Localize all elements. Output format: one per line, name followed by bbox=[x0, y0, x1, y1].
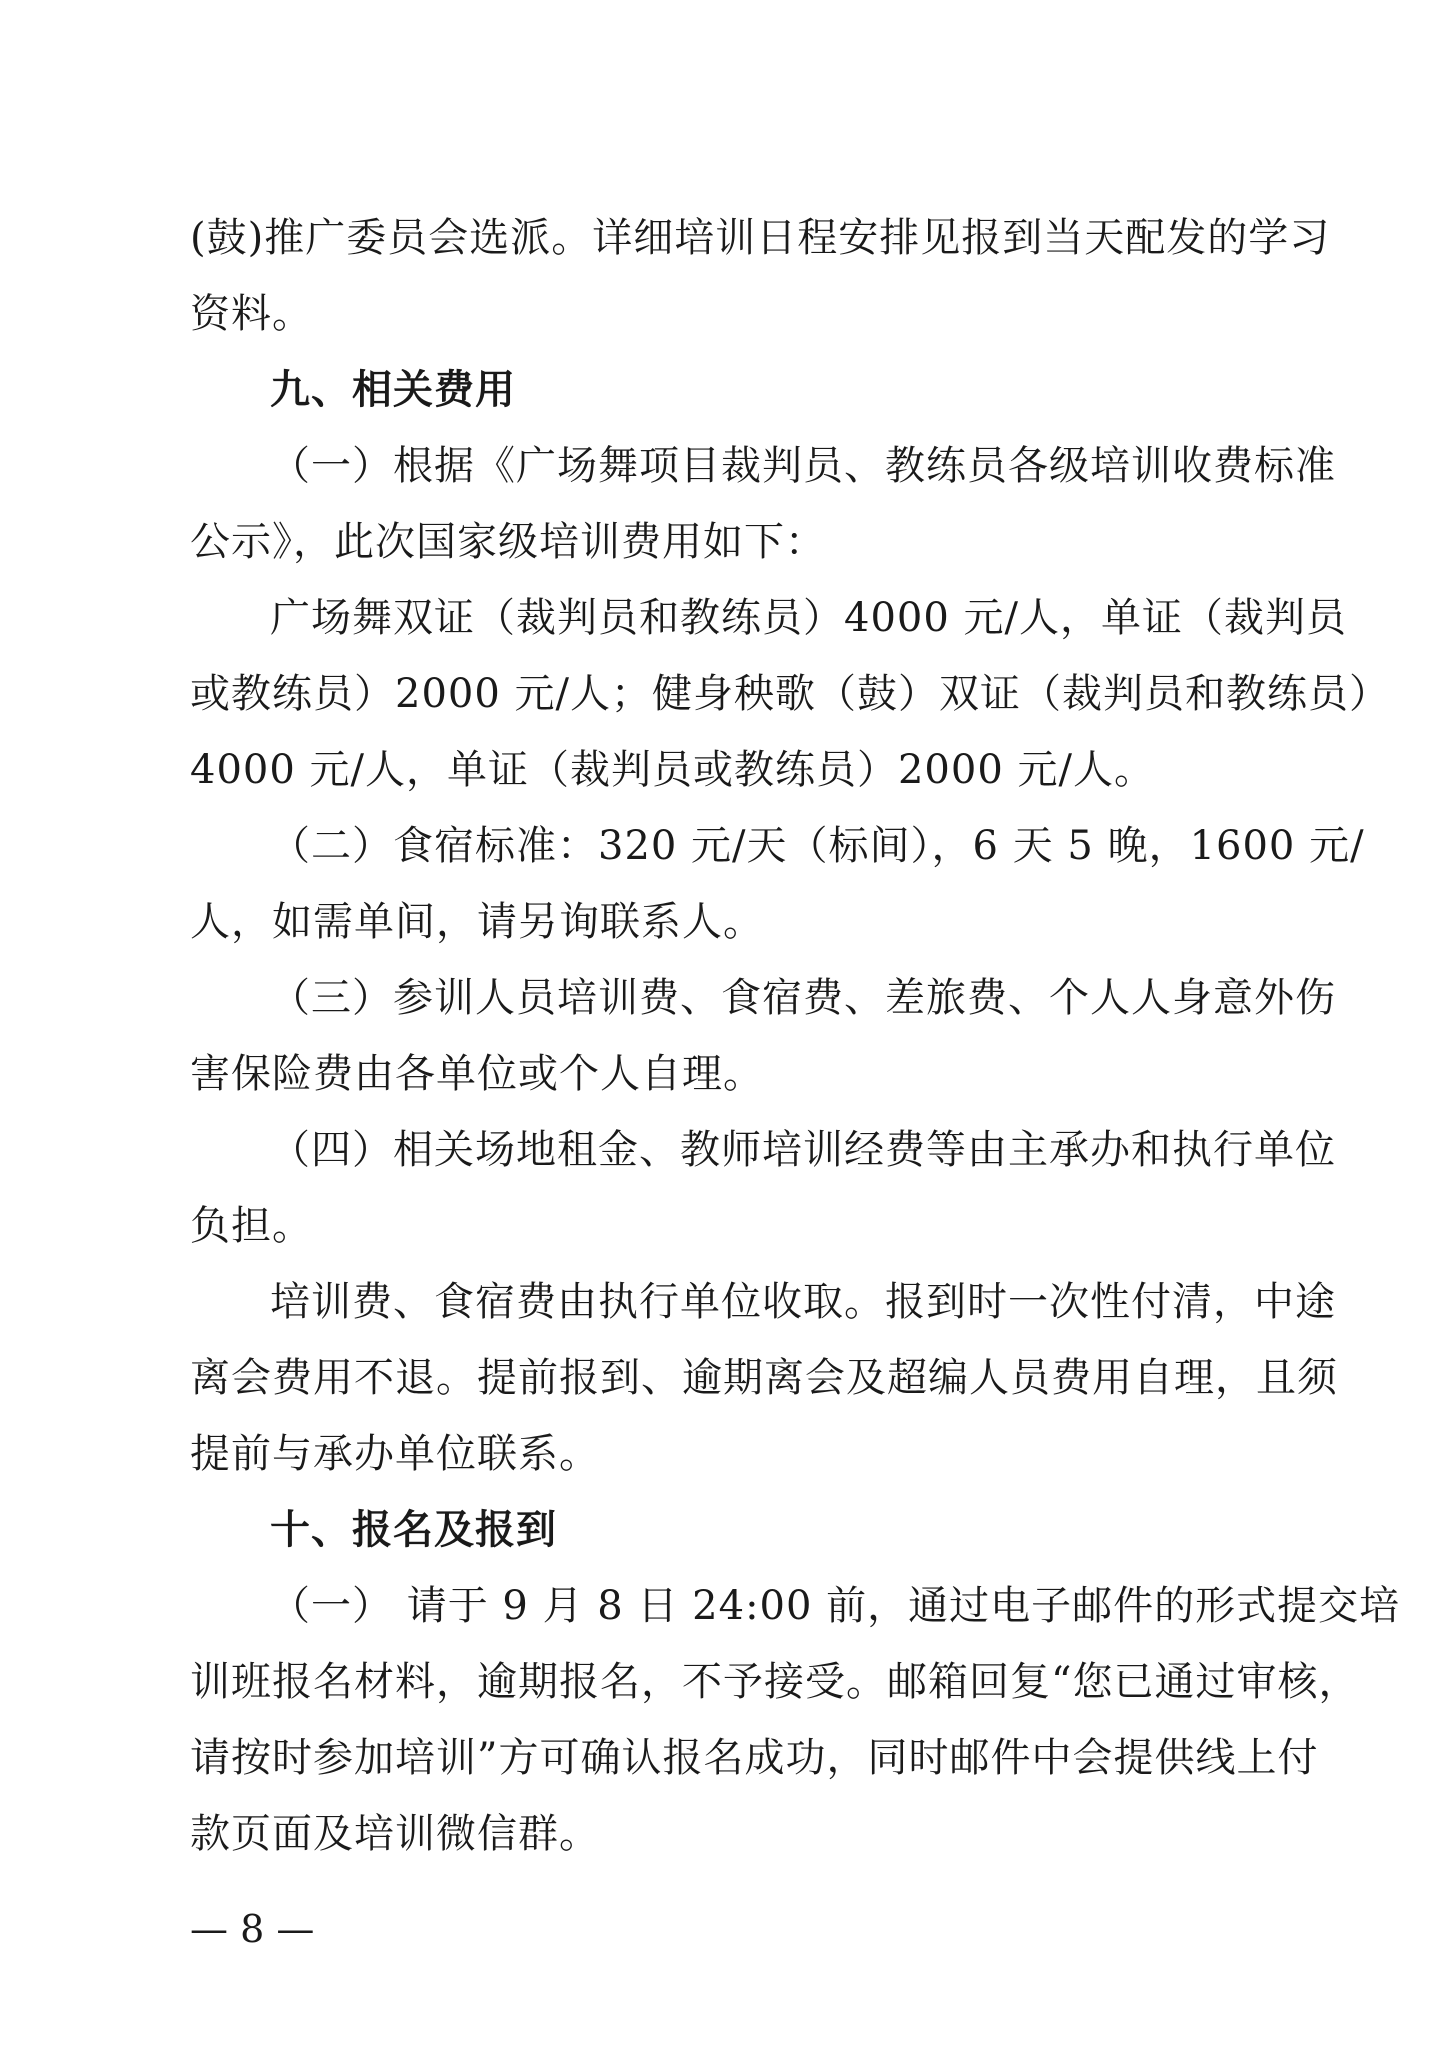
text-line: 公示》，此次国家级培训费用如下： bbox=[190, 519, 826, 565]
text-line: （一） 请于 9 月 8 日 24:00 前，通过电子邮件的形式提交培 bbox=[270, 1583, 1401, 1629]
text-line: 4000 元/人，单证（裁判员或教练员）2000 元/人。 bbox=[190, 747, 1155, 793]
text-line: 害保险费由各单位或个人自理。 bbox=[190, 1051, 764, 1097]
text-line: (鼓)推广委员会选派。详细培训日程安排见报到当天配发的学习 bbox=[190, 215, 1331, 261]
text-line: 资料。 bbox=[190, 291, 313, 337]
text-line: （二）食宿标准：320 元/天（标间），6 天 5 晚，1600 元/ bbox=[270, 823, 1365, 869]
text-line: 款页面及培训微信群。 bbox=[190, 1811, 600, 1857]
text-line: 离会费用不退。提前报到、逾期离会及超编人员费用自理，且须 bbox=[190, 1355, 1338, 1401]
text-line: 或教练员）2000 元/人；健身秧歌（鼓）双证（裁判员和教练员） bbox=[190, 671, 1390, 717]
text-line: 请按时参加培训”方可确认报名成功，同时邮件中会提供线上付 bbox=[190, 1735, 1319, 1781]
text-line: 广场舞双证（裁判员和教练员）4000 元/人，单证（裁判员 bbox=[270, 595, 1347, 641]
section-heading-fees: 九、相关费用 bbox=[270, 367, 516, 413]
text-line: （三）参训人员培训费、食宿费、差旅费、个人人身意外伤 bbox=[270, 975, 1336, 1021]
section-heading-registration: 十、报名及报到 bbox=[270, 1507, 557, 1553]
text-line: 培训费、食宿费由执行单位收取。报到时一次性付清，中途 bbox=[270, 1279, 1336, 1325]
text-line: （一）根据《广场舞项目裁判员、教练员各级培训收费标准 bbox=[270, 443, 1336, 489]
page-number: — 8 — bbox=[190, 1907, 315, 1951]
text-line: （四）相关场地租金、教师培训经费等由主承办和执行单位 bbox=[270, 1127, 1336, 1173]
text-line: 训班报名材料，逾期报名，不予接受。邮箱回复“您已通过审核， bbox=[190, 1659, 1360, 1705]
text-line: 人，如需单间，请另询联系人。 bbox=[190, 899, 764, 945]
text-line: 负担。 bbox=[190, 1203, 313, 1249]
text-line: 提前与承办单位联系。 bbox=[190, 1431, 600, 1477]
